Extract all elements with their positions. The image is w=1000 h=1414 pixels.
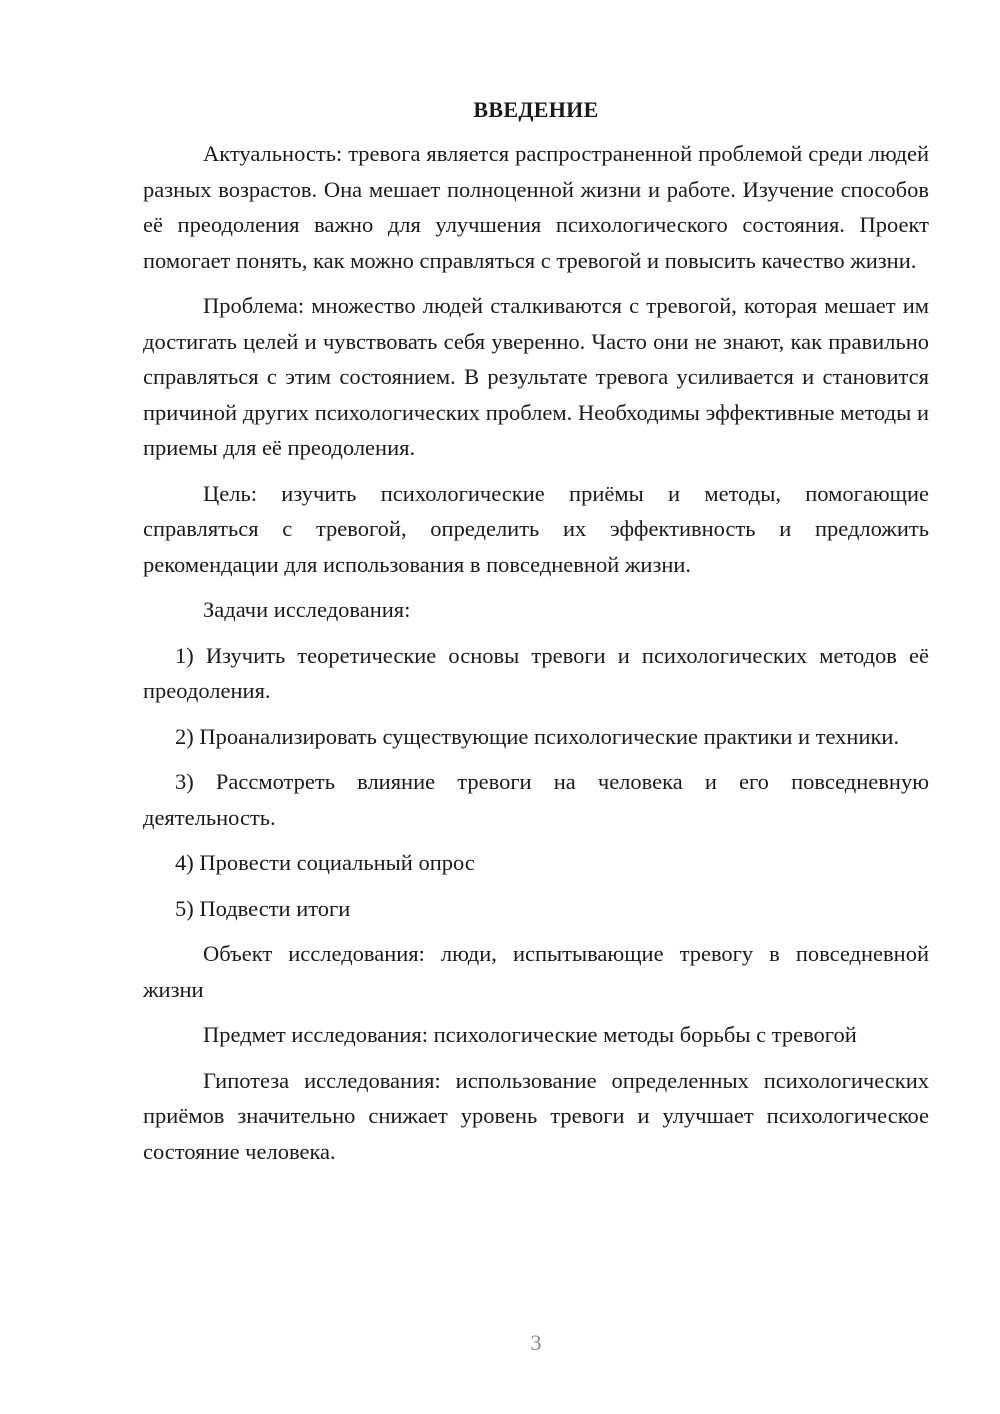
section-title: ВВЕДЕНИЕ [473, 97, 599, 122]
document-body [143, 92, 929, 1179]
task-item-5: 5) Подвести итоги [175, 895, 351, 921]
task-item-4: 4) Провести социальный опрос [175, 850, 475, 875]
hypothesis-paragraph: Гипотеза исследования: использование определенных психологических приёмов значительно снижает уровень тревоги и улучшает психологическое состояние человека. [143, 1067, 929, 1164]
problem-paragraph: Проблема: множество людей сталкиваются с тревогой, которая мешает им достигать целей и чувствовать себя уверенно. Часто они не знают, как правильно справляться с этим состоянием. В результате тревога усиливается и становится причиной других психологических проблем. Необходимы эффективные методы и приемы для её преодоления. [143, 293, 929, 460]
task-item-2: 2) Проанализировать существующие психологические практики и техники. [175, 723, 900, 749]
goal-paragraph: Цель: изучить психологические приёмы и методы, помогающие справляться с тревогой, определить их эффективность и предложить рекомендации для использования в повседневной жизни. [143, 480, 929, 577]
relevance-paragraph: Актуальность: тревога является распространенной проблемой среди людей разных возрастов. Она мешает полноценной жизни и работе. Изучение способов её преодоления важно для улучшения психологического состояния. Проект помогает понять, как можно справляться с тревогой и повысить качество жизни. [143, 141, 929, 273]
task-item-1: 1) Изучить теоретические основы тревоги и психологических методов её преодоления. [143, 642, 929, 703]
subject-paragraph: Предмет исследования: психологические методы борьбы с тревогой [203, 1022, 857, 1047]
page-number: 3 [530, 1330, 542, 1355]
tasks-heading: Задачи исследования: [203, 597, 411, 622]
object-paragraph: Объект исследования: люди, испытывающие тревогу в повседневной жизни [143, 941, 929, 1002]
task-item-3: 3) Рассмотреть влияние тревоги на человека и его повседневную деятельность. [143, 769, 929, 830]
